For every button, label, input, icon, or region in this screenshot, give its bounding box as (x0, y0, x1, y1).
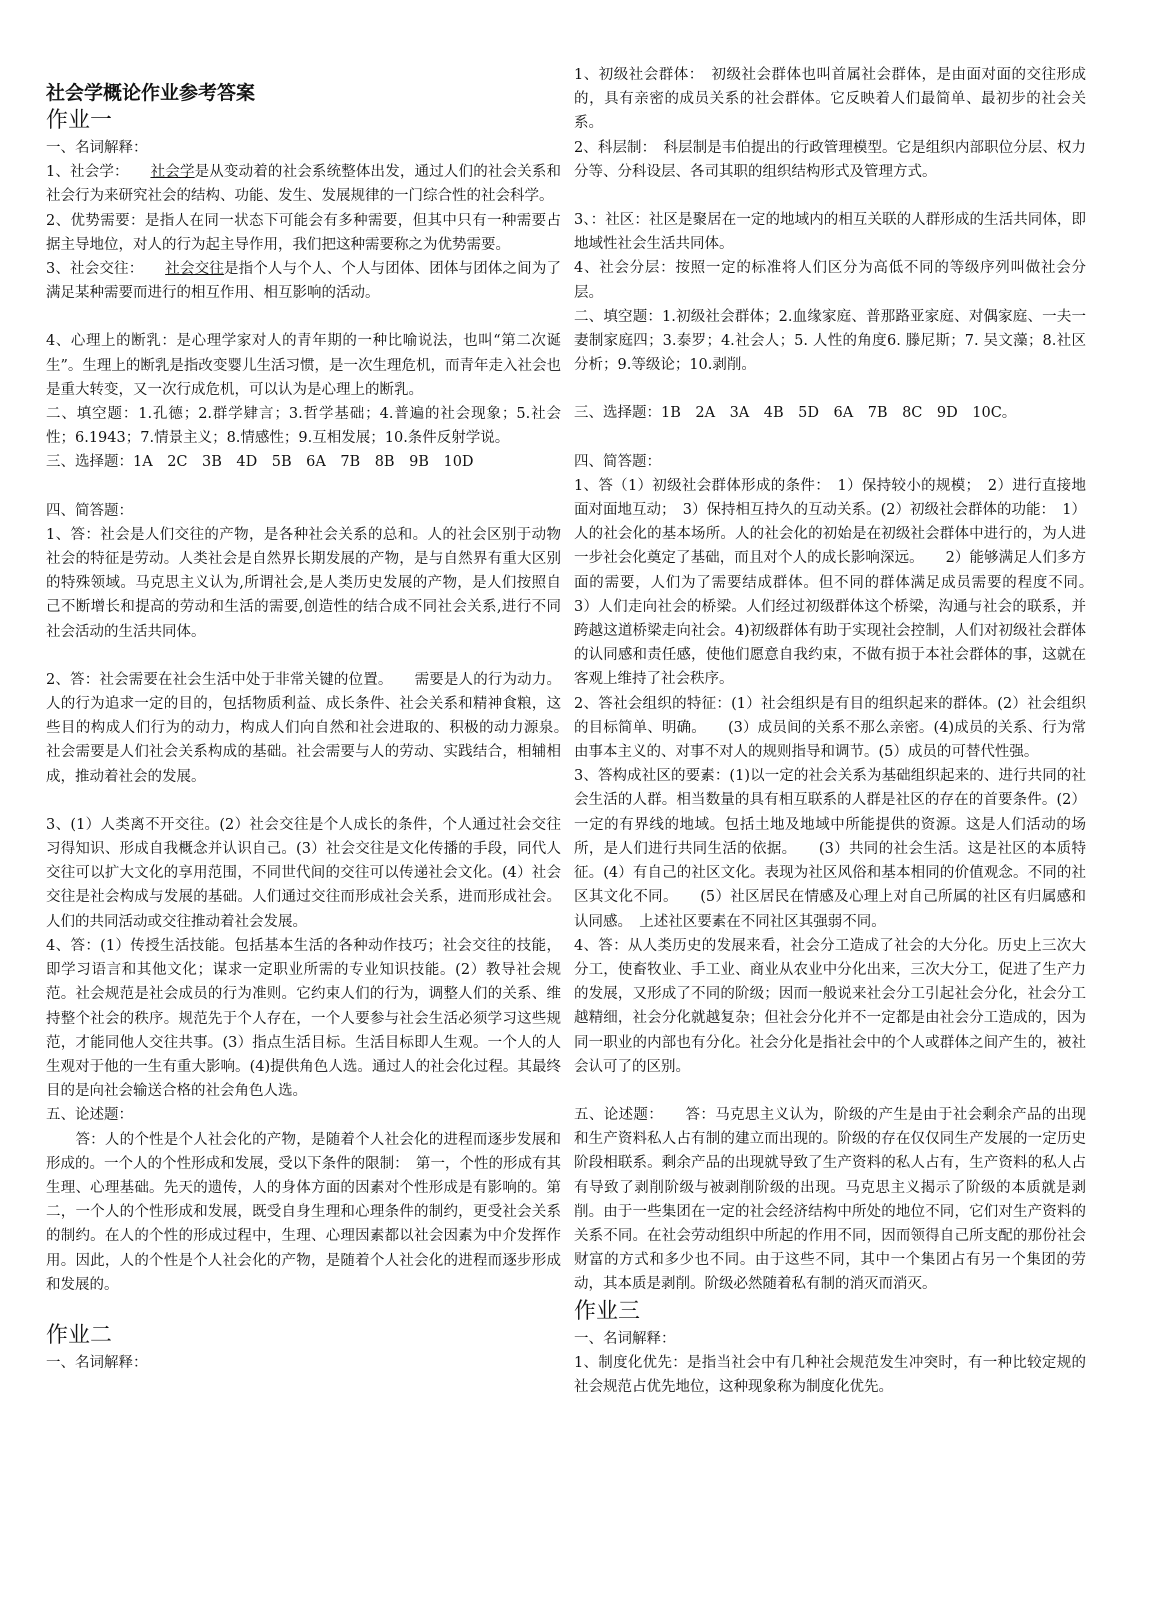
hw1-terms-heading: 一、名词解释： (46, 140, 148, 156)
hw2-short-3: 3、答构成社区的要素：(1)以一定的社会关系为基础组织起来的、进行共同的社会生活的人群。相当数量的具有相互联系的人群是社区的存在的首要条件。(2）一定的有界线的地域。包括土地及地域中所能提供的资源。这是人们活动的场所，是人们进行共同生活的依据。 (3）共同的社会生活。这是社区的本质特征。(4）有自己的社区文化。表现为社区风俗和基本相同的价值观念。不同的社区其文化不同。 (5）社区居民在情感及心理上对自己所属的社区有归属感和认同感。 上述社区要素在不同社区其强弱不同。 (574, 768, 1086, 930)
term-label: 1、社会学： (46, 164, 129, 181)
hw2-short-4: 4、答：从人类历史的发展来看，社会分工造成了社会的大分化。历史上三次大分工，使畜牧业、手工业、商业从农业中分化出来，三次大分工，促进了生产力的发展，又形成了不同的阶级；因而一般说来社会分工引起社会分化，社会分工越精细，社会分化就越复杂；但社会分化并不一定都是由社会分工造成的，因为同一职业的内部也有分化。社会分化是指社会中的个人或群体之间产生的，被社会认可了的区别。 (574, 937, 1086, 1075)
hw2-fill-in: 二、填空题：1.初级社会群体；2.血缘家庭、普那路亚家庭、对偶家庭、一夫一妻制家庭四；3.泰罗；4.社会人；5. 人性的角度6. 滕尼斯；7. 吴文藻；8.社区分析；9.等级论；10.剥削。 (574, 308, 1086, 374)
hw3-term-1: 1、制度化优先：是指当社会中有几种社会规范发生冲突时，有一种比较定规的社会规范占优先地位，这种现象称为制度化优先。 (574, 1354, 1086, 1395)
term-underlined: 社会交往 (165, 261, 224, 278)
hw1-short-1: 1、答：社会是人们交往的产物，是各种社会关系的总和。人的社会区别于动物社会的特征是劳动。人类社会是自然界长期发展的产物，是与自然界有重大区别的特殊领域。马克思主义认为,所谓社会,是人类历史发展的产物，是人们按照自己不断增长和提高的劳动和生活的需要,创造性的结合成不同社会关系,进行不同社会活动的生活共同体。 (46, 526, 561, 640)
hw2-term-3: 3、：社区：社区是聚居在一定的地域内的相互关联的人群形成的生活共同体，即地域性社会生活共同体。 (574, 212, 1086, 253)
hw1-short-3: 3、(1）人类离不开交往。(2）社会交往是个人成长的条件，个人通过社会交往习得知识、形成自我概念并认识自己。(3）社会交往是文化传播的手段，同代人交往可以扩大文化的享用范围，不同世代间的交往可以传递社会文化。(4）社会交往是社会构成与发展的基础。人们通过交往而形成社会关系，进而形成社会。人们的共同活动或交往推动着社会发展。 (46, 816, 561, 930)
term-underlined: 社会学 (150, 164, 195, 181)
right-column (574, 0, 1115, 1399)
hw1-fill-in: 二、填空题：1.孔德；2.群学肄言；3.哲学基础；4.普遍的社会现象；5.社会性；6.1943；7.情景主义；8.情感性；9.互相发展；10.条件反射学说。 (46, 406, 561, 447)
hw1-term-3 (46, 257, 561, 305)
hw2-short-heading: 四、简答题： (574, 453, 661, 470)
hw1-term-2: 2、优势需要：是指人在同一状态下可能会有多种需要，但其中只有一种需要占据主导地位，对人的行为起主导作用，我们把这种需要称之为优势需要。 (46, 212, 561, 253)
hw2-short-2: 2、答社会组织的特征：(1）社会组织是有目的组织起来的群体。(2）社会组织的目标简单、明确。 (3）成员间的关系不那么亲密。(4)成员的关系、行为常由事本主义的、对事不对人的规则指导和调节。(5）成员的可替代性强。 (574, 695, 1086, 761)
section-title-hw3: 作业三 (574, 1298, 641, 1324)
term-label: 3、社会交往： (46, 261, 144, 278)
hw2-short-1: 1、答（1）初级社会群体形成的条件： 1）保持较小的规模； 2）进行直接地面对面地互动； 3）保持相互持久的互动关系。(2）初级社会群体的功能： 1）人的社会化的基本场所。人的社会化的初始是在初级社会群体中进行的，为人进一步社会化奠定了基础，而且对个人的成长影响深远。 2）能够满足人们多方面的需要，人们为了需要结成群体。但不同的群体满足成员需要的程度不同。 3）人们走向社会的桥梁。人们经过初级群体这个桥梁，沟通与社会的联系，并跨越这道桥梁走向社会。4)初级群体有助于实现社会控制，人们对初级社会群体的认同感和责任感，使他们愿意自我约束，不做有损于本社会群体的事，这就在客观上维持了社会秩序。 (574, 477, 1115, 688)
term-definition: 是指个人与个人、个人与团体、团体与团体之间为了满足某种需要而进行的相互作用、相互影响的活动。 (46, 261, 562, 302)
hw1-essay: 答：人的个性是个人社会化的产物，是随着个人社会化的进程而逐步发展和形成的。一个人的个性形成和发展，受以下条件的限制： 第一，个性的形成有其生理、心理基础。先天的遗传，人的身体方面的因素对个性形成是有影响的。第二，一个人的个性形成和发展，既受自身生理和心理条件的制约，更受社会关系的制约。在人的个性的形成过程中，生理、心理因素都以社会因素为中介发挥作用。因此，人的个性是个人社会化的产物，是随着个人社会化的进程而逐步形成和发展的。 (46, 1131, 561, 1293)
hw1-essay-heading: 五、论述题： (46, 1107, 133, 1124)
hw2-term-4: 4、社会分层：按照一定的标准将人们区分为高低不同的等级序列叫做社会分层。 (574, 260, 1086, 301)
document-title: 社会学概论作业参考答案 (46, 82, 256, 104)
hw2-essay: 五、论述题： 答：马克思主义认为，阶级的产生是由于社会剩余产品的出现和生产资料私人占有制的建立而出现的。阶级的存在仅仅同生产发展的一定历史阶段相联系。剩余产品的出现就导致了生产资料的私人占有，生产资料的私人占有导致了剥削阶级与被剥削阶级的出现。马克思主义揭示了阶级的本质就是剥削。由于一些集团在一定的社会经济结构中所处的地位不同，它们对生产资料的关系不同。在社会劳动组织中所起的作用不同，因而领得自己所支配的那份社会财富的方式和多少也不同。由于这些不同，其中一个集团占有另一个集团的劳动，其本质是剥削。阶级必然随着私有制的消灭而消灭。 (574, 1106, 1086, 1293)
hw1-term-1 (46, 160, 561, 208)
hw3-terms-heading: 一、名词解释： (574, 1330, 676, 1347)
section-title-hw2: 作业二 (46, 1322, 113, 1348)
section-title-hw1: 作业一 (46, 108, 113, 133)
hw1-term-4: 4、心理上的断乳：是心理学家对人的青年期的一种比喻说法，也叫“第二次诞生”。生理上的断乳是指改变婴儿生活习惯，是一次生理危机，而青年走入社会也是重大转变，又一次行成危机，可以认为是心理上的断乳。 (46, 333, 561, 398)
hw1-short-4: 4、答：(1）传授生活技能。包括基本生活的各种动作技巧；社会交往的技能，即学习语言和其他文化；谋求一定职业所需的专业知识技能。(2）教导社会规范。社会规范是社会成员的行为准则。它约束人们的行为，调整人们的关系、维持整个社会的秩序。规范先于个人存在，一个人要参与社会生活必须学习这些规范，才能同他人交往共事。(3）指点生活目标。生活目标即人生观。一个人的人生观对于他的一生有重大影响。(4)提供角色人选。通过人的社会化过程。其最终目的是向社会输送合格的社会角色人选。 (46, 937, 561, 1100)
term-definition: 是从变动着的社会系统整体出发，通过人们的社会关系和社会行为来研究社会的结构、功能、发生、发展规律的一门综合性的社会科学。 (46, 164, 562, 205)
left-column (46, 0, 576, 1375)
hw2-terms-heading: 一、名词解释： (46, 1354, 148, 1371)
hw2-term-2: 2、科层制： 科层制是韦伯提出的行政管理模型。它是组织内部职位分层、权力分等、分科设层、各司其职的组织结构形式及管理方式。 (574, 139, 1086, 180)
hw1-short-heading: 四、简答题： (46, 502, 133, 519)
hw1-short-2: 2、答：社会需要在社会生活中处于非常关键的位置。 需要是人的行为动力。人的行为追求一定的目的，包括物质利益、成长条件、社会关系和精神食粮，这些目的构成人们行为的动力，构成人们向自然和社会进取的、积极的动力源泉。 社会需要是人们社会关系构成的基础。社会需要与人的劳动、实践结合，相辅相成，推动着社会的发展。 (46, 671, 576, 785)
hw2-choice: 三、选择题：1B 2A 3A 4B 5D 6A 7B 8C 9D 10C。 (574, 405, 1017, 422)
hw1-choice: 三、选择题：1A 2C 3B 4D 5B 6A 7B 8B 9B 10D (46, 454, 474, 471)
hw2-term-1: 1、初级社会群体： 初级社会群体也叫首属社会群体，是由面对面的交往形成的，具有亲密的成员关系的社会群体。它反映着人们最简单、最初步的社会关系。 (574, 67, 1086, 132)
